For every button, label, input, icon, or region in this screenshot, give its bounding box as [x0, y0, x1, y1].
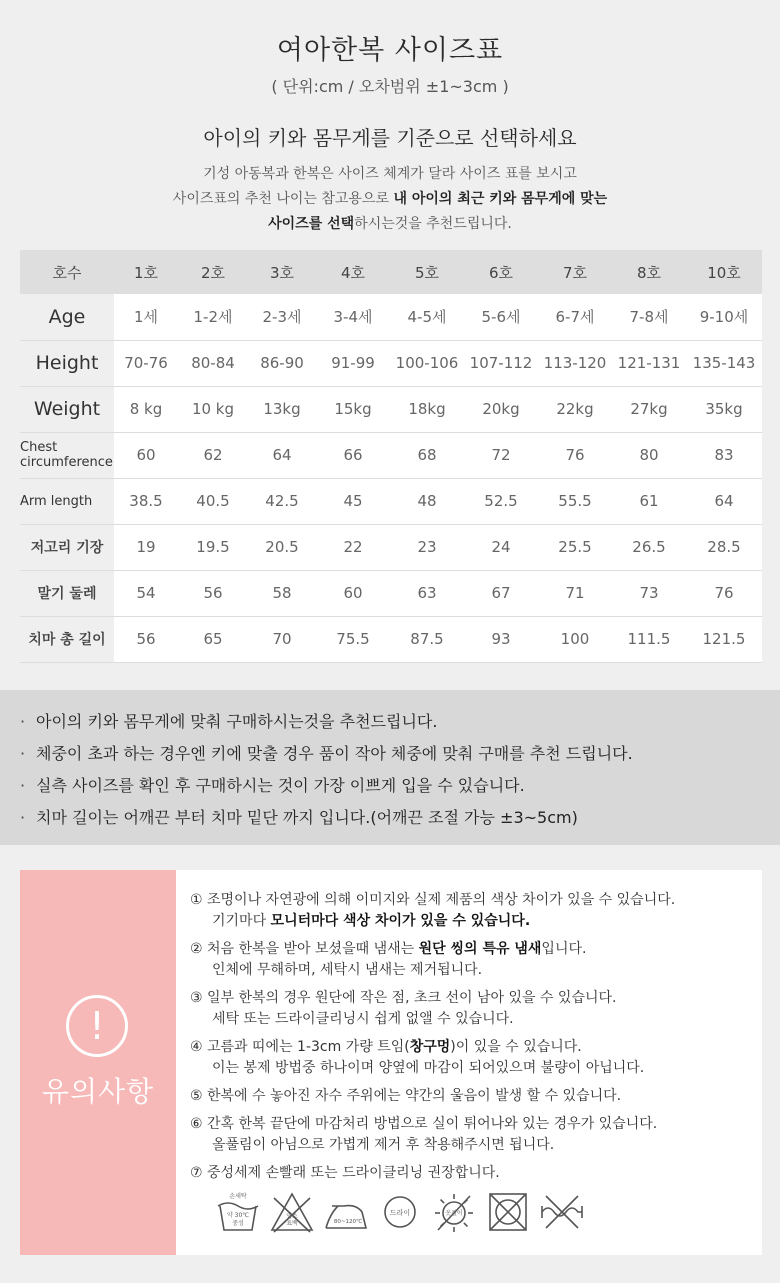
description-line-3: 사이즈를 선택하시는것을 추천드립니다. [268, 216, 512, 232]
caution-list [190, 890, 750, 1191]
table-cell: 121-131 [612, 340, 686, 386]
svg-text:약 30℃: 약 30℃ [226, 1212, 250, 1219]
table-cell: 111.5 [612, 616, 686, 662]
caution-item [190, 890, 750, 932]
caution-line-1: ⑥ 간혹 한복 끝단에 마감처리 방법으로 실이 튀어나와 있는 경우가 있습니다. [190, 1116, 658, 1132]
caution-text: ④ 고름과 띠에는 1-3cm 가량 트임( [190, 1039, 410, 1055]
table-cell: 10 kg [178, 386, 248, 432]
caution-text: )이 있을 수 있습니다. [450, 1039, 582, 1055]
table-cell: 64 [248, 432, 316, 478]
svg-text:옷걸이: 옷걸이 [445, 1210, 463, 1217]
bullet-icon: · [20, 808, 26, 827]
table-column-header: 3호 [248, 250, 316, 294]
row-header-cell: 저고리 기장 [20, 524, 114, 570]
table-cell: 26.5 [612, 524, 686, 570]
note-item [20, 740, 780, 772]
table-cell: 1세 [114, 294, 178, 340]
row-header-cell: 말기 둘레 [20, 570, 114, 616]
table-cell: 86-90 [248, 340, 316, 386]
table-cell: 68 [390, 432, 464, 478]
table-cell: 52.5 [464, 478, 538, 524]
row-header-cell: Height [20, 340, 114, 386]
caution-sidebar [20, 870, 176, 1255]
table-cell: 22kg [538, 386, 612, 432]
table-cell: 93 [464, 616, 538, 662]
caution-text: ② 처음 한복을 받아 보셨을때 냄새는 [190, 941, 419, 957]
table-cell: 113-120 [538, 340, 612, 386]
table-row [20, 340, 762, 386]
table-cell: 7-8세 [612, 294, 686, 340]
caution-line-1: ① 조명이나 자연광에 의해 이미지와 실제 제품의 색상 차이가 있을 수 있습니다. [190, 892, 676, 908]
bullet-icon: · [20, 712, 26, 731]
note-text: 실측 사이즈를 확인 후 구매하시는 것이 가장 이쁘게 입을 수 있습니다. [36, 776, 525, 795]
table-cell: 63 [390, 570, 464, 616]
table-column-header: 6호 [464, 250, 538, 294]
table-cell: 70 [248, 616, 316, 662]
note-text: 치마 길이는 어깨끈 부터 치마 밑단 까지 입니다.(어깨끈 조절 가능 ±3~5cm) [36, 808, 578, 827]
note-text: 체중이 초과 하는 경우엔 키에 맞출 경우 품이 작아 체중에 맞춰 구매를 추천 드립니다. [36, 744, 633, 763]
exclamation-icon: ! [66, 995, 128, 1057]
table-cell: 35kg [686, 386, 762, 432]
table-cell: 15kg [316, 386, 390, 432]
table-cell: 28.5 [686, 524, 762, 570]
table-cell: 80 [612, 432, 686, 478]
table-column-header: 7호 [538, 250, 612, 294]
caution-box [20, 870, 762, 1255]
table-row [20, 570, 762, 616]
table-cell: 87.5 [390, 616, 464, 662]
description-line-2: 사이즈표의 추천 나이는 참고용으로 내 아이의 최근 키와 몸무게에 맞는 [172, 191, 608, 207]
table-cell: 55.5 [538, 478, 612, 524]
table-cell: 13kg [248, 386, 316, 432]
table-cell: 60 [114, 432, 178, 478]
svg-text:손세탁: 손세탁 [229, 1193, 247, 1200]
svg-text:드라이: 드라이 [389, 1209, 411, 1217]
svg-text:중성: 중성 [232, 1220, 244, 1227]
table-cell: 27kg [612, 386, 686, 432]
note-item [20, 772, 780, 804]
table-cell: 19.5 [178, 524, 248, 570]
table-cell: 24 [464, 524, 538, 570]
caution-line-2: 세탁 또는 드라이클리닝시 쉽게 없앨 수 있습니다. [212, 1011, 514, 1027]
table-cell: 75.5 [316, 616, 390, 662]
table-cell: 60 [316, 570, 390, 616]
bullet-icon: · [20, 776, 26, 795]
table-cell: 65 [178, 616, 248, 662]
caution-line-2: 인체에 무해하며, 세탁시 냄새는 제거됩니다. [212, 962, 483, 978]
table-row [20, 294, 762, 340]
note-item [20, 804, 780, 836]
table-cell: 19 [114, 524, 178, 570]
table-cell: 5-6세 [464, 294, 538, 340]
size-table [20, 250, 762, 663]
caution-line-1: ⑦ 중성세제 손빨래 또는 드라이클리닝 권장합니다. [190, 1165, 500, 1181]
dry-clean-icon [376, 1190, 426, 1238]
table-column-header: 8호 [612, 250, 686, 294]
table-cell: 8 kg [114, 386, 178, 432]
caution-line-1: ③ 일부 한복의 경우 원단에 작은 점, 초크 선이 남아 있을 수 있습니다. [190, 990, 617, 1006]
page-title: 여아한복 사이즈표 [276, 35, 504, 66]
table-cell: 76 [686, 570, 762, 616]
description-line-1: 기성 아동복과 한복은 사이즈 체계가 달라 사이즈 표를 보시고 [203, 166, 577, 182]
table-cell: 100-106 [390, 340, 464, 386]
no-tumble-dry-icon [484, 1190, 534, 1238]
caution-item [190, 988, 750, 1030]
no-sun-dry-icon [430, 1190, 480, 1238]
caution-text: 입니다. [541, 941, 587, 957]
table-cell: 72 [464, 432, 538, 478]
no-wring-icon [538, 1190, 588, 1238]
table-cell: 91-99 [316, 340, 390, 386]
caution-line-2 [190, 911, 750, 932]
table-row [20, 524, 762, 570]
table-cell: 40.5 [178, 478, 248, 524]
caution-line-1: ⑤ 한복에 수 놓아진 자수 주위에는 약간의 울음이 발생 할 수 있습니다. [190, 1088, 622, 1104]
row-header-cell: Weight [20, 386, 114, 432]
table-column-header: 5호 [390, 250, 464, 294]
bullet-icon: · [20, 744, 26, 763]
hand-wash-icon [214, 1190, 264, 1238]
table-cell: 62 [178, 432, 248, 478]
table-cell: 100 [538, 616, 612, 662]
table-cell: 56 [178, 570, 248, 616]
table-cell: 23 [390, 524, 464, 570]
table-cell: 135-143 [686, 340, 762, 386]
table-cell: 66 [316, 432, 390, 478]
table-cell: 4-5세 [390, 294, 464, 340]
iron-icon [322, 1190, 372, 1238]
row-header-cell: 치마 총 길이 [20, 616, 114, 662]
table-cell: 25.5 [538, 524, 612, 570]
caution-emphasis: 창구멍 [409, 1039, 451, 1055]
caution-text: 기기마다 [212, 913, 271, 929]
table-cell: 38.5 [114, 478, 178, 524]
table-corner-cell: 호수 [20, 250, 114, 294]
table-cell: 70-76 [114, 340, 178, 386]
caution-line-1 [190, 939, 750, 960]
row-header-cell: Age [20, 294, 114, 340]
table-column-header: 4호 [316, 250, 390, 294]
table-cell: 6-7세 [538, 294, 612, 340]
section-subtitle: 아이의 키와 몸무게를 기준으로 선택하세요 [203, 126, 577, 150]
table-cell: 107-112 [464, 340, 538, 386]
table-cell: 76 [538, 432, 612, 478]
table-column-header: 2호 [178, 250, 248, 294]
caution-item [190, 1086, 750, 1107]
caution-item [190, 1037, 750, 1079]
table-cell: 3-4세 [316, 294, 390, 340]
table-column-header: 10호 [686, 250, 762, 294]
table-column-header: 1호 [114, 250, 178, 294]
table-cell: 9-10세 [686, 294, 762, 340]
table-cell: 20.5 [248, 524, 316, 570]
caution-line-2: 올풀림이 아님으로 가볍게 제거 후 착용해주시면 됩니다. [212, 1137, 555, 1153]
table-header-row [20, 250, 762, 294]
caution-item [190, 1114, 750, 1156]
purchase-notes [0, 690, 780, 845]
table-row [20, 432, 762, 478]
caution-item [190, 939, 750, 981]
table-row [20, 386, 762, 432]
table-cell: 67 [464, 570, 538, 616]
table-cell: 121.5 [686, 616, 762, 662]
table-cell: 42.5 [248, 478, 316, 524]
unit-note: ( 단위:cm / 오차범위 ±1~3cm ) [271, 77, 509, 96]
table-cell: 20kg [464, 386, 538, 432]
table-cell: 18kg [390, 386, 464, 432]
table-cell: 2-3세 [248, 294, 316, 340]
svg-text:염소: 염소 [286, 1213, 298, 1220]
table-cell: 45 [316, 478, 390, 524]
table-cell: 56 [114, 616, 178, 662]
row-header-cell: Arm length [20, 478, 114, 524]
no-bleach-icon [268, 1190, 318, 1238]
table-cell: 54 [114, 570, 178, 616]
row-header-cell: Chest circumference [20, 432, 114, 478]
table-cell: 80-84 [178, 340, 248, 386]
caution-label: 유의사항 [41, 1075, 155, 1108]
table-row [20, 616, 762, 662]
svg-text:표백: 표백 [286, 1220, 298, 1227]
caution-line-1 [190, 1037, 750, 1058]
table-cell: 58 [248, 570, 316, 616]
table-row [20, 478, 762, 524]
table-cell: 22 [316, 524, 390, 570]
caution-item [190, 1163, 750, 1184]
table-cell: 1-2세 [178, 294, 248, 340]
table-cell: 61 [612, 478, 686, 524]
svg-text:80~120℃: 80~120℃ [333, 1219, 363, 1225]
table-cell: 71 [538, 570, 612, 616]
description [0, 162, 780, 237]
table-cell: 64 [686, 478, 762, 524]
note-item [20, 708, 780, 740]
table-cell: 73 [612, 570, 686, 616]
table-cell: 48 [390, 478, 464, 524]
caution-emphasis: 원단 씽의 특유 냄새 [418, 941, 542, 957]
caution-line-2: 이는 봉제 방법중 하나이며 양옆에 마감이 되어있으며 불량이 아닙니다. [212, 1060, 645, 1076]
table-cell: 83 [686, 432, 762, 478]
caution-emphasis: 모니터마다 색상 차이가 있을 수 있습니다. [270, 913, 531, 929]
note-text: 아이의 키와 몸무게에 맞춰 구매하시는것을 추천드립니다. [36, 712, 438, 731]
